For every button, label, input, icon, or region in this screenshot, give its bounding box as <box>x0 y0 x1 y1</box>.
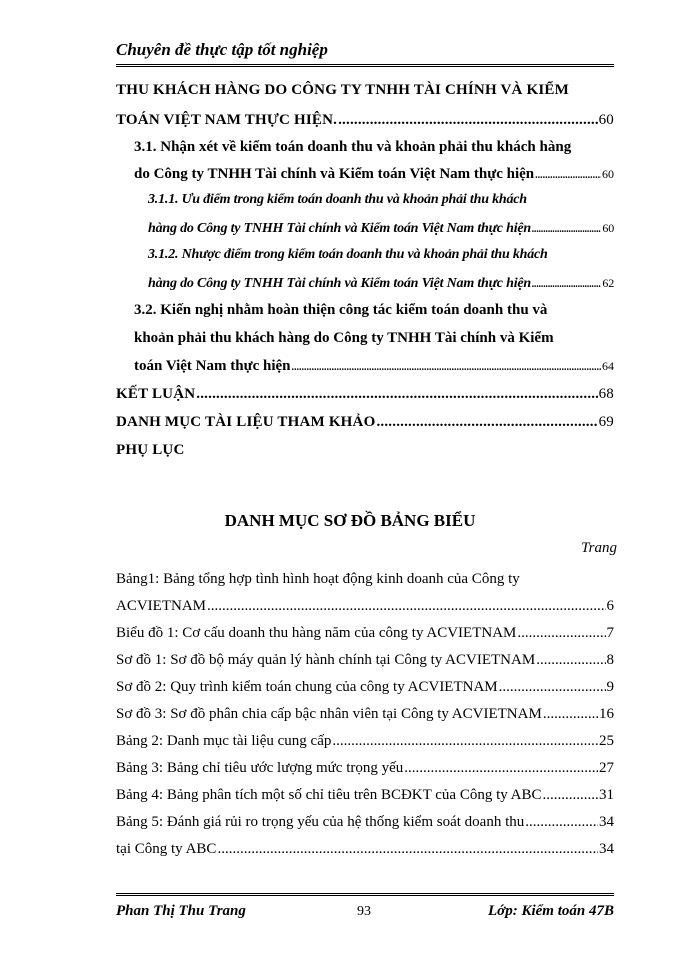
figure-item-label: Bảng 3: Bảng chỉ tiêu ước lượng mức trọng yếu <box>116 760 404 776</box>
dot-leader <box>525 812 598 832</box>
toc-page-number: 64 <box>602 359 614 373</box>
figure-item-label: Sơ đồ 3: Sơ đồ phân chia cấp bậc nhân viên tại Công ty ACVIETNAM <box>116 706 542 722</box>
figure-item-label: Sơ đồ 1: Sơ đồ bộ máy quản lý hành chính tại Công ty ACVIETNAM <box>116 652 536 668</box>
dot-leader <box>376 412 597 432</box>
dot-leader <box>217 839 598 859</box>
figures-list-title: DANH MỤC SƠ ĐỒ BẢNG BIỂU <box>224 511 476 530</box>
figure-item[interactable] <box>116 812 614 832</box>
figure-item-label: Biểu đồ 1: Cơ cấu doanh thu hàng năm của công ty ACVIETNAM <box>116 625 517 641</box>
toc-s32-entry[interactable] <box>134 356 614 378</box>
toc-page-number: 68 <box>598 386 614 402</box>
footer-author: Phan Thị Thu Trang <box>116 903 246 919</box>
toc-phuluc[interactable]: PHỤ LỤC <box>116 442 185 458</box>
figure-item[interactable] <box>116 839 614 859</box>
toc-s31-entry[interactable] <box>134 164 614 186</box>
figure-item-label: Bảng 4: Bảng phân tích một số chỉ tiêu trên BCĐKT của Công ty ABC <box>116 787 542 803</box>
toc-section3-entry[interactable] <box>116 110 614 130</box>
toc-ketluan-label: KẾT LUẬN <box>116 386 196 402</box>
dot-leader <box>499 677 606 697</box>
footer-page-number: 93 <box>357 904 371 919</box>
figure-page-number: 8 <box>606 652 614 668</box>
footer-class: Lớp: Kiểm toán 47B <box>488 903 614 919</box>
dot-leader <box>532 220 601 240</box>
figure-page-number: 9 <box>606 679 614 695</box>
toc-page-number: 69 <box>598 414 614 430</box>
dot-leader <box>404 758 598 778</box>
dot-leader <box>332 731 598 751</box>
toc-s312-line2: hàng do Công ty TNHH Tài chính và Kiểm toán Việt Nam thực hiện <box>148 276 531 291</box>
toc-s311-line1: 3.1.1. Ưu điểm trong kiểm toán doanh thu và khoản phải thu khách <box>148 192 527 207</box>
toc-ketluan-entry[interactable] <box>116 384 614 404</box>
figure-page-number: 16 <box>599 706 614 722</box>
dot-leader <box>535 166 601 186</box>
figure-item[interactable] <box>116 650 614 670</box>
trang-label: Trang <box>581 540 617 556</box>
dot-leader <box>543 704 598 724</box>
figure-page-number: 25 <box>599 733 614 749</box>
toc-s32-line2: khoản phải thu khách hàng do Công ty TNHH Tài chính và Kiểm <box>134 330 554 346</box>
figure-page-number: 27 <box>599 760 614 776</box>
figure-item[interactable] <box>116 623 614 643</box>
figure-page-number: 7 <box>606 625 614 641</box>
figure-page-number: 31 <box>599 787 614 803</box>
header-title: Chuyên đề thực tập tốt nghiệp <box>116 40 328 59</box>
toc-page-number: 62 <box>602 276 614 290</box>
figure-item[interactable] <box>116 758 614 778</box>
dot-leader <box>196 384 597 404</box>
toc-s32-line1: 3.2. Kiến nghị nhằm hoàn thiện công tác kiểm toán doanh thu và <box>134 302 548 318</box>
toc-s32-line3: toán Việt Nam thực hiện <box>134 358 291 374</box>
toc-tailieu-label: DANH MỤC TÀI LIỆU THAM KHẢO <box>116 414 376 430</box>
toc-page-number: 60 <box>602 167 614 181</box>
figure-page-number: 6 <box>606 598 614 614</box>
toc-s31-line1: 3.1. Nhận xét về kiểm toán doanh thu và khoản phải thu khách hàng <box>134 139 572 155</box>
figure-item[interactable] <box>116 596 614 616</box>
toc-section3-line1: THU KHÁCH HÀNG DO CÔNG TY TNHH TÀI CHÍNH VÀ KIỂM <box>116 82 569 98</box>
figure-item-label: ACVIETNAM <box>116 598 206 614</box>
toc-tailieu-entry[interactable] <box>116 412 614 432</box>
toc-s31-line2: do Công ty TNHH Tài chính và Kiểm toán Việt Nam thực hiện <box>134 166 535 182</box>
figure-item-label: tại Công ty ABC <box>116 841 217 857</box>
figure-page-number: 34 <box>599 841 614 857</box>
dot-leader <box>532 275 601 295</box>
dot-leader <box>536 650 605 670</box>
header-rule <box>116 64 614 67</box>
figure-item-label: Bảng 2: Danh mục tài liệu cung cấp <box>116 733 332 749</box>
figure-item[interactable] <box>116 731 614 751</box>
dot-leader <box>292 358 602 378</box>
toc-section3-line2: TOÁN VIỆT NAM THỰC HIỆN. <box>116 112 338 128</box>
figure-page-number: 34 <box>599 814 614 830</box>
dot-leader <box>338 110 598 130</box>
figure-item-label: Bảng 5: Đánh giá rủi ro trọng yếu của hệ thống kiểm soát doanh thu <box>116 814 525 830</box>
toc-s311-line2: hàng do Công ty TNHH Tài chính và Kiểm toán Việt Nam thực hiện <box>148 221 531 236</box>
figure-item[interactable] <box>116 677 614 697</box>
figure-item[interactable] <box>116 704 614 724</box>
toc-page-number: 60 <box>598 112 614 128</box>
footer-rule <box>116 893 614 896</box>
toc-s311-entry[interactable] <box>148 218 614 240</box>
toc-s312-entry[interactable] <box>148 273 614 295</box>
dot-leader <box>207 596 606 616</box>
figure-item-1-line1: Bảng1: Bảng tổng hợp tình hình hoạt động kinh doanh của Công ty <box>116 571 520 587</box>
toc-s312-line1: 3.1.2. Nhược điểm trong kiểm toán doanh thu và khoản phải thu khách <box>148 247 548 262</box>
figure-item-label: Sơ đồ 2: Quy trình kiểm toán chung của công ty ACVIETNAM <box>116 679 498 695</box>
dot-leader <box>543 785 598 805</box>
figure-item[interactable] <box>116 785 614 805</box>
dot-leader <box>517 623 605 643</box>
toc-page-number: 60 <box>602 221 614 235</box>
